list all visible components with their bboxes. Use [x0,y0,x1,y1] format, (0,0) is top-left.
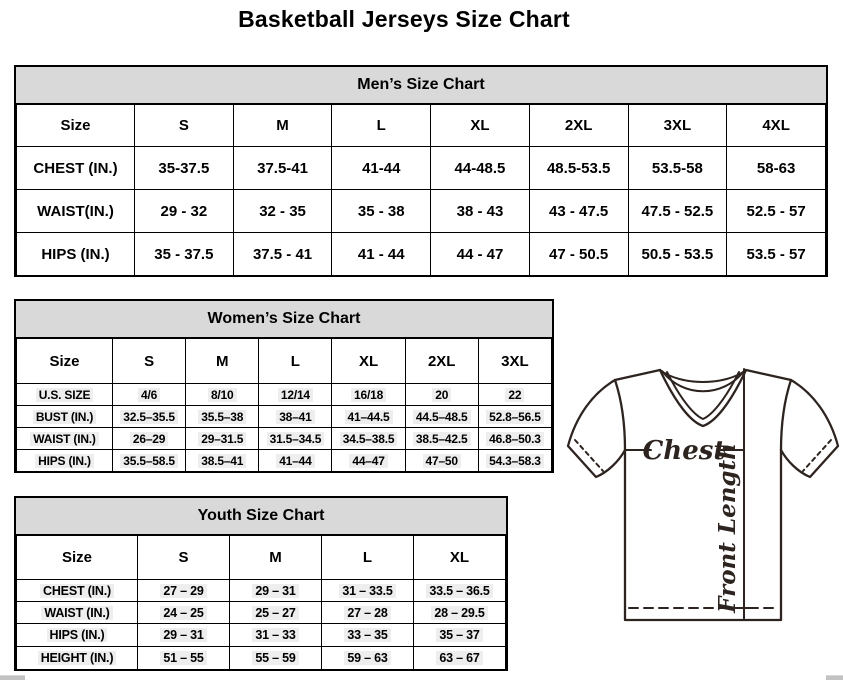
size-cell [138,580,230,602]
youth-size-chart-table [14,496,508,671]
size-cell: 29 - 32 [135,190,234,233]
size-value: 27 – 28 [344,606,390,620]
size-cell [405,406,478,428]
jersey-left-armhole [615,380,625,450]
size-cell: 37.5 - 41 [233,233,332,276]
size-value: 31.5–34.5 [267,432,325,446]
size-value: 26–29 [130,432,168,446]
scrollbar-fragment-left[interactable] [0,675,25,680]
size-value: 20 [432,388,451,402]
size-cell: 41-44 [332,147,431,190]
size-cell [230,624,322,647]
column-header: L [332,105,431,147]
row-label [17,647,138,670]
size-value: 59 – 63 [344,651,390,665]
womens-size-chart-table [14,299,554,473]
size-cell [405,450,478,472]
column-header: Size [17,536,138,580]
size-cell: 41 - 44 [332,233,431,276]
row-label: WAIST(IN.) [17,190,135,233]
size-value: 28 – 29.5 [431,606,487,620]
size-cell [259,450,332,472]
size-value: 24 – 25 [160,606,206,620]
youth-table-title: Youth Size Chart [16,498,506,535]
size-cell [414,602,506,624]
row-label [17,428,113,450]
column-header: L [259,339,332,384]
size-cell [230,580,322,602]
size-cell [113,384,186,406]
row-label [17,384,113,406]
size-value: 41–44.5 [345,410,393,424]
jersey-body-outline [625,450,781,620]
size-cell [405,428,478,450]
size-cell [322,602,414,624]
column-header: XL [431,105,530,147]
size-cell [414,580,506,602]
size-cell [230,602,322,624]
size-cell: 37.5-41 [233,147,332,190]
size-cell [113,406,186,428]
column-header: M [230,536,322,580]
row-label [17,450,113,472]
size-cell: 32 - 35 [233,190,332,233]
size-cell [138,647,230,670]
size-value: 29 – 31 [160,628,206,642]
size-cell: 44-48.5 [431,147,530,190]
column-header: L [322,536,414,580]
size-cell [138,624,230,647]
size-cell [322,580,414,602]
size-cell [259,406,332,428]
column-header: S [135,105,234,147]
page-title: Basketball Jerseys Size Chart [238,6,570,32]
column-header: M [233,105,332,147]
size-cell [322,624,414,647]
womens-table-title: Women’s Size Chart [16,301,552,338]
size-cell [186,450,259,472]
column-header: 2XL [529,105,628,147]
row-label [17,624,138,647]
size-cell [414,624,506,647]
size-cell: 47.5 - 52.5 [628,190,727,233]
size-value: 35.5–38 [198,410,246,424]
size-cell [322,647,414,670]
size-value: 32.5–35.5 [120,410,178,424]
jersey-vneck-outer [660,370,746,426]
size-value: 44–47 [349,454,387,468]
column-header: S [138,536,230,580]
size-cell: 43 - 47.5 [529,190,628,233]
size-cell [230,647,322,670]
row-label [17,602,138,624]
size-cell: 44 - 47 [431,233,530,276]
size-value: 16/18 [351,388,386,402]
size-cell [113,428,186,450]
jersey-right-sleeve [746,370,838,477]
size-cell [113,450,186,472]
size-cell [186,428,259,450]
row-label: HIPS (IN.) [17,233,135,276]
column-header: S [113,339,186,384]
size-cell [414,647,506,670]
size-cell [405,384,478,406]
size-value: 34.5–38.5 [340,432,398,446]
size-value: 29 – 31 [252,584,298,598]
size-value: 31 – 33.5 [339,584,395,598]
column-header: XL [332,339,405,384]
column-header: 4XL [727,105,826,147]
size-value: 52.8–56.5 [486,410,544,424]
row-label: CHEST (IN.) [17,147,135,190]
size-cell: 38 - 43 [431,190,530,233]
size-value: 46.8–50.3 [486,432,544,446]
size-cell [259,384,332,406]
row-label-text: CHEST (IN.) [40,584,114,598]
size-value: 55 – 59 [252,651,298,665]
size-value: 22 [505,388,524,402]
row-label-text: HIPS (IN.) [35,454,94,468]
jersey-measurement-diagram [563,360,843,630]
size-cell [332,450,405,472]
size-cell: 35-37.5 [135,147,234,190]
jersey-right-cuff-dashes [803,440,831,471]
size-cell: 53.5 - 57 [727,233,826,276]
row-label-text: HEIGHT (IN.) [38,651,117,665]
row-label-text: WAIST (IN.) [30,432,98,446]
row-label-text: BUST (IN.) [33,410,96,424]
size-value: 38–41 [276,410,314,424]
row-label-text: WAIST (IN.) [41,606,112,620]
size-value: 44.5–48.5 [413,410,471,424]
column-header: XL [414,536,506,580]
size-cell: 53.5-58 [628,147,727,190]
jersey-right-armhole [781,380,791,450]
size-value: 31 – 33 [252,628,298,642]
size-value: 12/14 [278,388,313,402]
size-cell [478,384,551,406]
size-value: 4/6 [138,388,160,402]
size-cell: 35 - 37.5 [135,233,234,276]
jersey-left-cuff-dashes [575,440,603,471]
mens-size-chart-table [14,65,828,277]
front-length-label: Front Length [714,443,741,613]
size-cell: 35 - 38 [332,190,431,233]
size-value: 27 – 29 [160,584,206,598]
size-cell [332,428,405,450]
size-cell [478,406,551,428]
size-cell: 50.5 - 53.5 [628,233,727,276]
size-value: 41–44 [276,454,314,468]
size-cell [478,428,551,450]
size-cell [478,450,551,472]
size-value: 38.5–42.5 [413,432,471,446]
column-header: Size [17,105,135,147]
size-cell [138,602,230,624]
size-cell [186,384,259,406]
size-cell [186,406,259,428]
column-header: Size [17,339,113,384]
row-label-text: U.S. SIZE [36,388,94,402]
size-value: 38.5–41 [198,454,246,468]
size-value: 63 – 67 [436,651,482,665]
size-value: 33 – 35 [344,628,390,642]
size-value: 33.5 – 36.5 [426,584,492,598]
size-cell [332,384,405,406]
row-label [17,580,138,602]
row-label [17,406,113,428]
column-header: M [186,339,259,384]
column-header: 3XL [628,105,727,147]
column-header: 3XL [478,339,551,384]
size-value: 25 – 27 [252,606,298,620]
column-header: 2XL [405,339,478,384]
jersey-collar-arc-back [660,370,746,382]
chest-label: Chest [642,436,726,466]
size-value: 47–50 [423,454,461,468]
scrollbar-fragment-right[interactable] [826,675,843,680]
size-value: 35 – 37 [436,628,482,642]
size-value: 29–31.5 [198,432,246,446]
row-label-text: HIPS (IN.) [47,628,108,642]
size-value: 35.5–58.5 [120,454,178,468]
size-cell: 58-63 [727,147,826,190]
size-cell [332,406,405,428]
mens-table-title: Men’s Size Chart [16,67,826,104]
size-value: 54.3–58.3 [486,454,544,468]
size-cell: 48.5-53.5 [529,147,628,190]
size-cell [259,428,332,450]
size-value: 51 – 55 [160,651,206,665]
size-cell: 52.5 - 57 [727,190,826,233]
size-value: 8/10 [208,388,237,402]
size-cell: 47 - 50.5 [529,233,628,276]
